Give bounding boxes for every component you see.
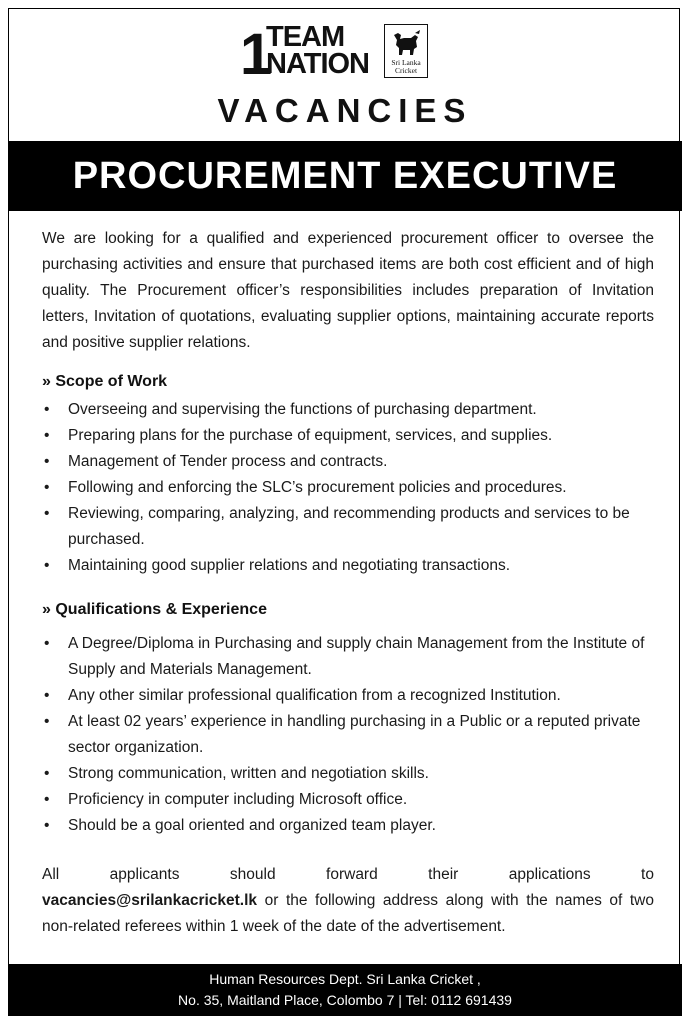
bullet-icon: • xyxy=(44,635,50,652)
instructions-text: or the following address along with the names of two non-related referees within 1 week of the date of the advertisement. xyxy=(42,892,654,935)
instructions-rest xyxy=(42,888,654,940)
footer-contact xyxy=(8,964,682,1016)
bullet-icon: • xyxy=(44,401,50,418)
crest-caption-line1: Sri Lanka xyxy=(391,58,421,67)
logo-team-text: TEAM xyxy=(266,21,345,53)
intro-paragraph: We are looking for a qualified and experienced procurement officer to oversee the purchasing activities and ensure that purchased items are both cost efficient and of high quality. The Procurement officer’s responsibilities includes preparation of Invitation letters, Invitation of quotations, evaluating supplier options, maintaining accurate reports and positive supplier relations. xyxy=(42,230,654,351)
bullet-icon: • xyxy=(44,791,50,808)
word: their xyxy=(428,866,459,883)
list-item xyxy=(42,397,656,423)
scope-list xyxy=(42,397,656,579)
bullet-icon: • xyxy=(44,713,50,730)
word: to xyxy=(641,866,654,883)
word: All xyxy=(42,866,60,883)
list-item-text: Preparing plans for the purchase of equipment, services, and supplies. xyxy=(68,427,553,444)
bullet-icon: • xyxy=(44,479,50,496)
sri-lanka-cricket-crest xyxy=(384,24,428,78)
word: should xyxy=(229,866,276,883)
list-item-text: Overseeing and supervising the functions of purchasing department. xyxy=(68,401,537,418)
list-item xyxy=(42,683,656,709)
bullet-icon: • xyxy=(44,765,50,782)
scope-heading: » Scope of Work xyxy=(42,373,168,390)
bullet-icon: • xyxy=(44,557,50,574)
title-banner xyxy=(8,141,682,211)
word: forward xyxy=(326,866,378,883)
application-instructions xyxy=(42,862,654,940)
list-item-text: Management of Tender process and contracts. xyxy=(68,453,388,470)
list-item-text: Maintaining good supplier relations and negotiating transactions. xyxy=(68,557,511,574)
lion-icon xyxy=(391,29,421,57)
team-nation-logo xyxy=(232,20,446,87)
logo-numeral: 1 xyxy=(240,22,270,87)
crest-caption-line2: Cricket xyxy=(394,66,418,75)
list-item xyxy=(42,813,656,839)
list-item-text: Reviewing, comparing, analyzing, and recommending products and services to be purchased. xyxy=(68,505,630,548)
list-item xyxy=(42,761,656,787)
list-item-text: Should be a goal oriented and organized team player. xyxy=(68,817,436,834)
qualifications-heading: » Qualifications & Experience xyxy=(42,601,267,618)
bullet-icon: • xyxy=(44,817,50,834)
list-item xyxy=(42,631,656,683)
list-item xyxy=(42,501,656,553)
list-item-text: Following and enforcing the SLC’s procurement policies and procedures. xyxy=(68,479,567,496)
email-link[interactable]: vacancies@srilankacricket.lk xyxy=(42,892,258,909)
footer-address: No. 35, Maitland Place, Colombo 7 | Tel: 0112 691439 xyxy=(178,992,512,1008)
bullet-icon: • xyxy=(44,687,50,704)
job-title: PROCUREMENT EXECUTIVE xyxy=(72,155,618,197)
bullet-icon: • xyxy=(44,505,50,522)
crest-caption xyxy=(385,59,427,75)
word: applications xyxy=(508,866,591,883)
list-item xyxy=(42,475,656,501)
list-item xyxy=(42,553,656,579)
qualifications-list xyxy=(42,631,656,839)
list-item-text: Strong communication, written and negotiation skills. xyxy=(68,765,429,782)
footer-department: Human Resources Dept. Sri Lanka Cricket , xyxy=(209,971,481,987)
list-item xyxy=(42,423,656,449)
list-item xyxy=(42,449,656,475)
logo-nation-text: NATION xyxy=(266,48,370,80)
vacancies-heading: VACANCIES xyxy=(217,92,473,129)
bullet-icon: • xyxy=(44,427,50,444)
list-item-text: Proficiency in computer including Microsoft office. xyxy=(68,791,408,808)
bullet-icon: • xyxy=(44,453,50,470)
list-item xyxy=(42,709,656,761)
word: applicants xyxy=(109,866,180,883)
list-item xyxy=(42,787,656,813)
list-item-text: A Degree/Diploma in Purchasing and supply chain Management from the Institute of Supply and Materials Management. xyxy=(68,635,645,678)
instructions-line1 xyxy=(42,862,654,888)
list-item-text: At least 02 years’ experience in handling purchasing in a Public or a reputed private sector organization. xyxy=(68,713,641,756)
list-item-text: Any other similar professional qualification from a recognized Institution. xyxy=(68,687,561,704)
